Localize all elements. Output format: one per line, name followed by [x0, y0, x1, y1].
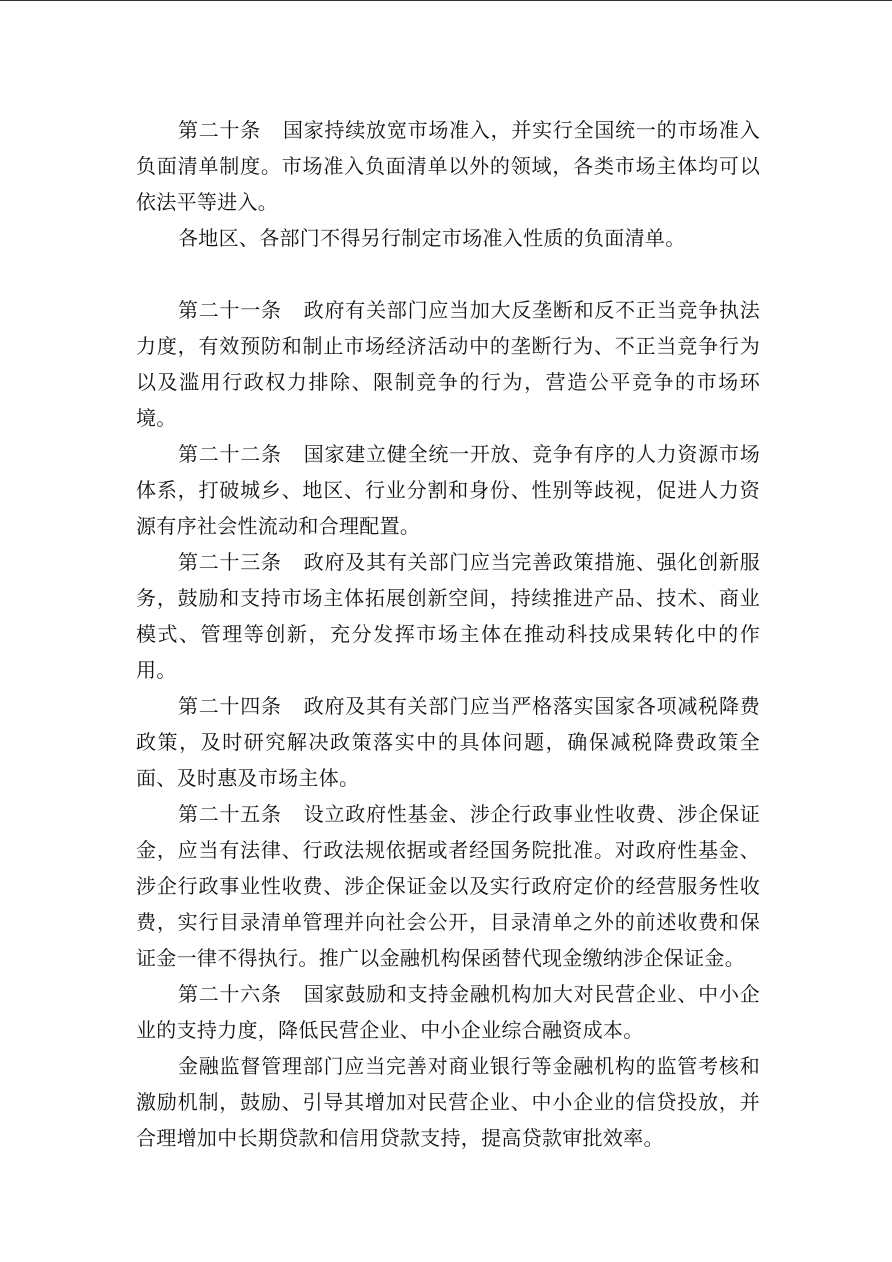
article-number: 第二十三条: [178, 550, 282, 574]
paragraph-article-25: [136, 796, 760, 976]
paragraph-article-20: [136, 112, 760, 220]
article-number: 第二十六条: [178, 982, 282, 1006]
article-text: 国家建立健全统一开放、竞争有序的人力资源市场体系，打破城乡、地区、行业分割和身份、性别等歧视，促进人力资源有序社会性流动和合理配置。: [136, 442, 761, 538]
paragraph-article-22: [136, 436, 760, 544]
article-text: 各地区、各部门不得另行制定市场准入性质的负面清单。: [178, 226, 686, 250]
paragraph-article-23: [136, 544, 760, 688]
article-number: 第二十条: [178, 118, 262, 142]
article-text: 国家鼓励和支持金融机构加大对民营企业、中小企业的支持力度，降低民营企业、中小企业综合融资成本。: [136, 982, 761, 1042]
paragraph-article-20-clause-2: [136, 220, 760, 256]
paragraph-spacer: [136, 256, 760, 292]
article-text: 金融监督管理部门应当完善对商业银行等金融机构的监管考核和激励机制，鼓励、引导其增加对民营企业、中小企业的信贷投放，并合理增加中长期贷款和信用贷款支持，提高贷款审批效率。: [136, 1054, 760, 1150]
article-text: 政府有关部门应当加大反垄断和反不正当竞争执法力度，有效预防和制止市场经济活动中的垄断行为、不正当竞争行为以及滥用行政权力排除、限制竞争的行为，营造公平竞争的市场环境。: [136, 298, 761, 430]
article-number: 第二十一条: [178, 298, 282, 322]
article-number: 第二十四条: [178, 694, 282, 718]
article-text: 政府及其有关部门应当完善政策措施、强化创新服务，鼓励和支持市场主体拓展创新空间，持续推进产品、技术、商业模式、管理等创新，充分发挥市场主体在推动科技成果转化中的作用。: [136, 550, 761, 682]
article-text: 政府及其有关部门应当严格落实国家各项减税降费政策，及时研究解决政策落实中的具体问题，确保减税降费政策全面、及时惠及市场主体。: [136, 694, 761, 790]
article-text: 设立政府性基金、涉企行政事业性收费、涉企保证金，应当有法律、行政法规依据或者经国务院批准。对政府性基金、涉企行政事业性收费、涉企保证金以及实行政府定价的经营服务性收费，实行目录清单管理并向社会公开，目录清单之外的前述收费和保证金一律不得执行。推广以金融机构保函替代现金缴纳涉企保证金。: [136, 802, 761, 970]
document-body: [136, 112, 760, 1156]
article-text: 国家持续放宽市场准入，并实行全国统一的市场准入负面清单制度。市场准入负面清单以外的领域，各类市场主体均可以依法平等进入。: [136, 118, 760, 214]
paragraph-article-21: [136, 292, 760, 436]
paragraph-article-24: [136, 688, 760, 796]
paragraph-article-26-clause-2: [136, 1048, 760, 1156]
paragraph-article-26: [136, 976, 760, 1048]
article-number: 第二十二条: [178, 442, 282, 466]
article-number: 第二十五条: [178, 802, 282, 826]
